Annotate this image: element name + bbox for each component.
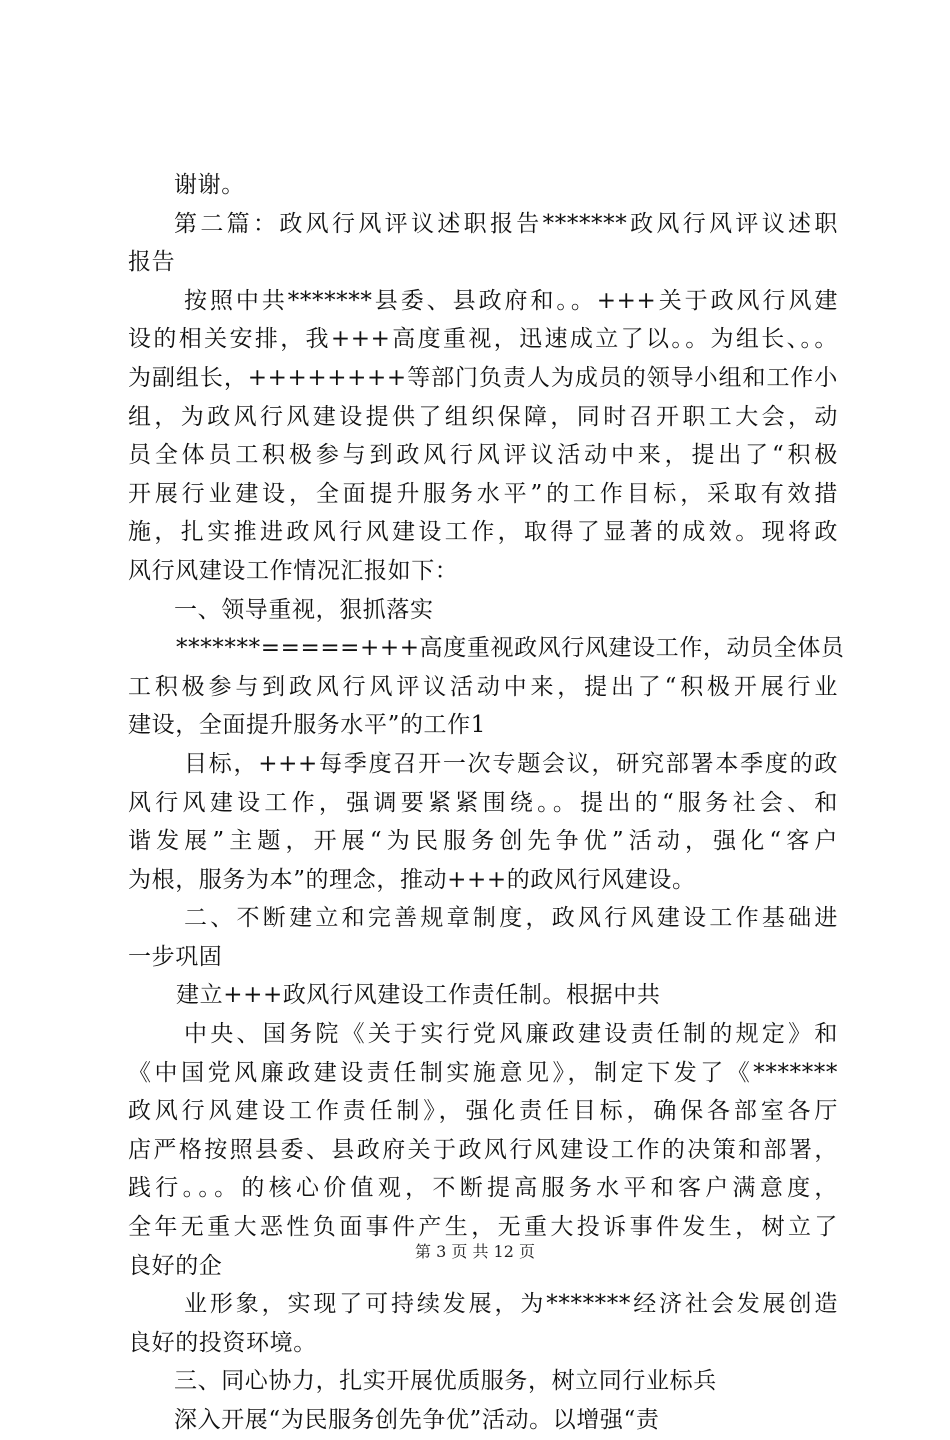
paragraph-line: 店严格按照县委、县政府关于政风行风建设工作的决策和部署，: [128, 1136, 838, 1163]
section-heading-2: 二、不断建立和完善规章制度，政风行风建设工作基础进: [184, 905, 838, 932]
chapter-heading-line: 第二篇：政风行风评议述职报告*******政风行风评议述职: [174, 210, 838, 237]
paragraph-line: 谢谢。: [174, 172, 245, 198]
paragraph-line: 谐发展”主题，开展“为民服务创先争优”活动，强化“客户: [128, 828, 838, 855]
section-heading-3: 三、同心协力，扎实开展优质服务，树立同行业标兵: [174, 1368, 717, 1395]
paragraph-line: 组，为政风行风建设提供了组织保障，同时召开职工大会，动: [128, 403, 838, 430]
paragraph-line: 为副组长，++++++++等部门负责人为成员的领导小组和工作小: [128, 364, 838, 391]
section-heading-1: 一、领导重视，狠抓落实: [174, 596, 434, 623]
paragraph-line: 目标，+++每季度召开一次专题会议，研究部署本季度的政: [184, 750, 838, 777]
paragraph-line: 施，扎实推进政风行风建设工作，取得了显著的成效。现将政: [128, 519, 838, 546]
section-heading-2: 一步巩固: [128, 943, 223, 970]
paragraph-line: 为根，服务为本”的理念，推动+++的政风行风建设。: [128, 866, 696, 893]
paragraph-line: 政风行风建设工作责任制》，强化责任目标，确保各部室各厅: [128, 1098, 838, 1125]
paragraph-line: 按照中共*******县委、县政府和。。+++关于政风行风建: [184, 287, 838, 314]
paragraph-line: 深入开展“为民服务创先争优”活动。以增强“责: [174, 1407, 660, 1433]
paragraph-line: *******=====+++高度重视政风行风建设工作，动员全体员: [176, 635, 845, 662]
paragraph-line: 良好的企: [128, 1252, 223, 1279]
paragraph-line: 设的相关安排，我+++高度重视，迅速成立了以。。为组长、。。: [128, 326, 838, 353]
page-number-footer: 第 3 页 共 12 页: [415, 1242, 535, 1261]
paragraph-line: 开展行业建设，全面提升服务水平”的工作目标，采取有效措: [128, 480, 838, 507]
paragraph-line: 风行风建设工作，强调要紧紧围绕。。提出的“服务社会、和: [128, 789, 838, 816]
paragraph-line: 践行。。。的核心价值观，不断提高服务水平和客户满意度，: [128, 1175, 838, 1202]
paragraph-line: 良好的投资环境。: [128, 1329, 317, 1356]
paragraph-line: 中央、国务院《关于实行党风廉政建设责任制的规定》和: [184, 1021, 838, 1048]
paragraph-line: 建设，全面提升服务水平”的工作1: [128, 712, 486, 739]
paragraph-line: 工积极参与到政风行风评议活动中来，提出了“积极开展行业: [128, 673, 838, 700]
paragraph-line: 建立+++政风行风建设工作责任制。根据中共: [176, 982, 661, 1009]
paragraph-line: 全年无重大恶性负面事件产生，无重大投诉事件发生，树立了: [128, 1214, 838, 1241]
paragraph-line: 风行风建设工作情况汇报如下：: [128, 557, 459, 584]
paragraph-line: 员全体员工积极参与到政风行风评议活动中来，提出了“积极: [128, 442, 838, 469]
paragraph-line: 《中国党风廉政建设责任制实施意见》，制定下发了《*******: [128, 1059, 838, 1086]
paragraph-line: 业形象，实现了可持续发展，为*******经济社会发展创造: [184, 1291, 838, 1318]
chapter-heading-line: 报告: [128, 249, 176, 276]
